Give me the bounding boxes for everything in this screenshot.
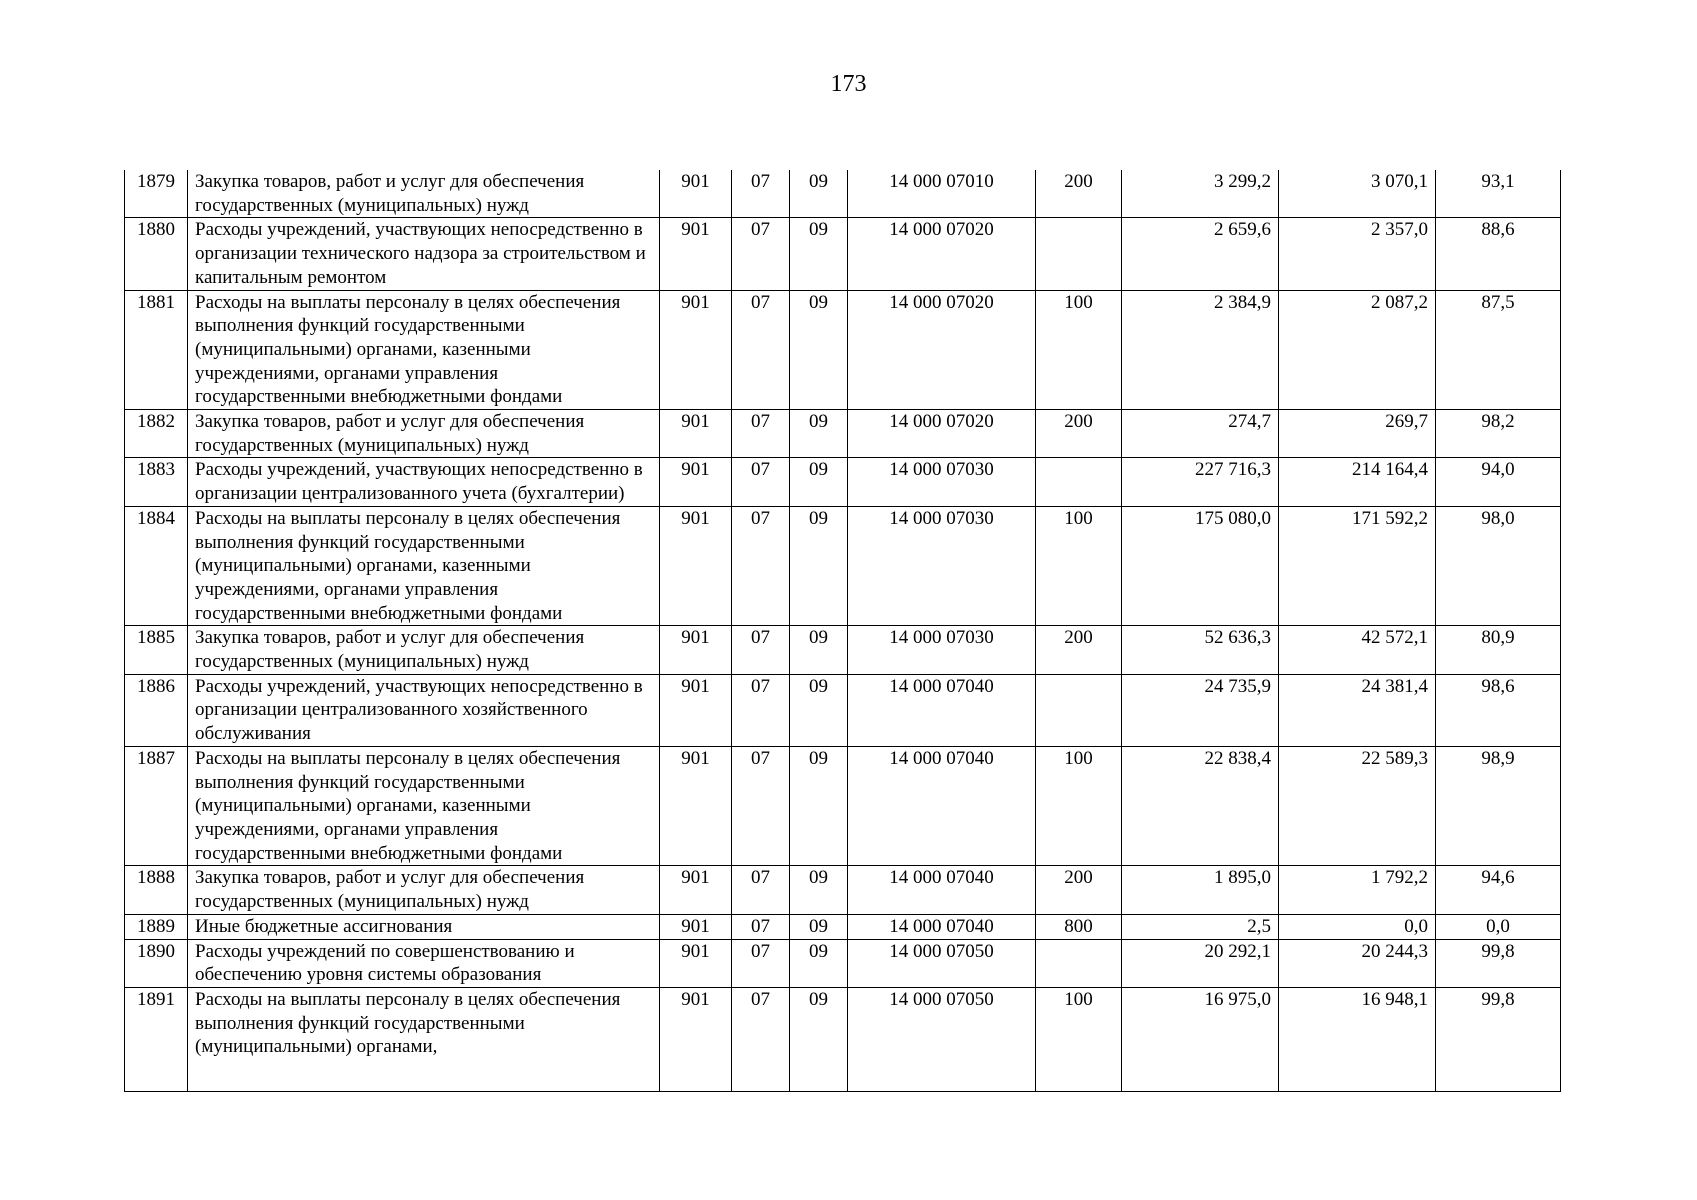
expense-type-code: 800 [1036,914,1122,939]
subsection-code: 09 [790,170,848,218]
department-code: 901 [660,170,732,218]
department-code: 901 [660,674,732,746]
subsection-code: 09 [790,866,848,914]
table-row [125,170,1561,218]
table-row [125,410,1561,458]
planned-amount: 2 659,6 [1122,218,1279,290]
row-number: 1888 [125,866,188,914]
expense-description: Закупка товаров, работ и услуг для обеспечения государственных (муниципальных) нужд [188,626,660,674]
actual-amount: 214 164,4 [1279,458,1436,506]
actual-amount: 1 792,2 [1279,866,1436,914]
subsection-code: 09 [790,674,848,746]
department-code: 901 [660,939,732,987]
expense-description: Закупка товаров, работ и услуг для обеспечения государственных (муниципальных) нужд [188,866,660,914]
execution-percent: 98,6 [1436,674,1561,746]
expense-description: Расходы учреждений, участвующих непосредственно в организации централизованного учета (бухгалтерии) [188,458,660,506]
target-article-code: 14 000 07050 [848,987,1036,1091]
actual-amount: 24 381,4 [1279,674,1436,746]
table-row [125,290,1561,410]
department-code: 901 [660,866,732,914]
section-code: 07 [732,410,790,458]
subsection-code: 09 [790,987,848,1091]
section-code: 07 [732,290,790,410]
expense-type-code [1036,674,1122,746]
expense-type-code: 100 [1036,290,1122,410]
section-code: 07 [732,458,790,506]
section-code: 07 [732,914,790,939]
planned-amount: 2,5 [1122,914,1279,939]
execution-percent: 98,0 [1436,506,1561,626]
actual-amount: 0,0 [1279,914,1436,939]
subsection-code: 09 [790,290,848,410]
expense-type-code [1036,458,1122,506]
planned-amount: 24 735,9 [1122,674,1279,746]
row-number: 1891 [125,987,188,1091]
table-row [125,218,1561,290]
row-number: 1887 [125,746,188,866]
expense-description: Расходы учреждений, участвующих непосредственно в организации технического надзора за строительством и капитальным ремонтом [188,218,660,290]
table-row [125,674,1561,746]
actual-amount: 16 948,1 [1279,987,1436,1091]
subsection-code: 09 [790,458,848,506]
execution-percent: 0,0 [1436,914,1561,939]
actual-amount: 42 572,1 [1279,626,1436,674]
table-row [125,746,1561,866]
section-code: 07 [732,746,790,866]
target-article-code: 14 000 07040 [848,674,1036,746]
row-number: 1890 [125,939,188,987]
planned-amount: 16 975,0 [1122,987,1279,1091]
actual-amount: 20 244,3 [1279,939,1436,987]
section-code: 07 [732,170,790,218]
table-row [125,914,1561,939]
expense-type-code: 100 [1036,987,1122,1091]
subsection-code: 09 [790,410,848,458]
subsection-code: 09 [790,506,848,626]
expense-type-code: 200 [1036,410,1122,458]
target-article-code: 14 000 07020 [848,410,1036,458]
subsection-code: 09 [790,746,848,866]
target-article-code: 14 000 07050 [848,939,1036,987]
expense-type-code: 200 [1036,170,1122,218]
execution-percent: 94,6 [1436,866,1561,914]
expense-description: Расходы на выплаты персоналу в целях обеспечения выполнения функций государственными (муниципальными) органами, казенными учреждениями, органами управления государственными внебюджетными фондами [188,290,660,410]
section-code: 07 [732,506,790,626]
row-number: 1889 [125,914,188,939]
expense-description: Расходы учреждений, участвующих непосредственно в организации централизованного хозяйственного обслуживания [188,674,660,746]
department-code: 901 [660,987,732,1091]
actual-amount: 2 357,0 [1279,218,1436,290]
execution-percent: 80,9 [1436,626,1561,674]
expense-description: Закупка товаров, работ и услуг для обеспечения государственных (муниципальных) нужд [188,410,660,458]
target-article-code: 14 000 07020 [848,290,1036,410]
target-article-code: 14 000 07040 [848,914,1036,939]
row-number: 1880 [125,218,188,290]
section-code: 07 [732,674,790,746]
expense-type-code [1036,939,1122,987]
execution-percent: 98,9 [1436,746,1561,866]
department-code: 901 [660,746,732,866]
planned-amount: 175 080,0 [1122,506,1279,626]
expense-description: Закупка товаров, работ и услуг для обеспечения государственных (муниципальных) нужд [188,170,660,218]
table-row [125,866,1561,914]
department-code: 901 [660,410,732,458]
department-code: 901 [660,506,732,626]
expense-description: Расходы на выплаты персоналу в целях обеспечения выполнения функций государственными (муниципальными) органами, [188,987,660,1091]
execution-percent: 87,5 [1436,290,1561,410]
budget-table [124,170,1561,1092]
expense-type-code: 200 [1036,866,1122,914]
actual-amount: 2 087,2 [1279,290,1436,410]
expense-type-code: 100 [1036,746,1122,866]
expense-description: Иные бюджетные ассигнования [188,914,660,939]
expense-type-code: 200 [1036,626,1122,674]
table-row [125,987,1561,1091]
expense-type-code: 100 [1036,506,1122,626]
department-code: 901 [660,290,732,410]
table-row [125,939,1561,987]
row-number: 1879 [125,170,188,218]
expense-description: Расходы на выплаты персоналу в целях обеспечения выполнения функций государственными (муниципальными) органами, казенными учреждениями, органами управления государственными внебюджетными фондами [188,506,660,626]
subsection-code: 09 [790,626,848,674]
actual-amount: 3 070,1 [1279,170,1436,218]
execution-percent: 93,1 [1436,170,1561,218]
planned-amount: 3 299,2 [1122,170,1279,218]
table-row [125,626,1561,674]
row-number: 1886 [125,674,188,746]
planned-amount: 227 716,3 [1122,458,1279,506]
actual-amount: 171 592,2 [1279,506,1436,626]
execution-percent: 88,6 [1436,218,1561,290]
actual-amount: 269,7 [1279,410,1436,458]
page-number: 173 [830,71,867,97]
section-code: 07 [732,866,790,914]
target-article-code: 14 000 07040 [848,746,1036,866]
row-number: 1882 [125,410,188,458]
target-article-code: 14 000 07040 [848,866,1036,914]
planned-amount: 1 895,0 [1122,866,1279,914]
subsection-code: 09 [790,218,848,290]
department-code: 901 [660,218,732,290]
expense-type-code [1036,218,1122,290]
expense-description: Расходы на выплаты персоналу в целях обеспечения выполнения функций государственными (муниципальными) органами, казенными учреждениями, органами управления государственными внебюджетными фондами [188,746,660,866]
department-code: 901 [660,914,732,939]
planned-amount: 274,7 [1122,410,1279,458]
planned-amount: 2 384,9 [1122,290,1279,410]
row-number: 1881 [125,290,188,410]
department-code: 901 [660,626,732,674]
department-code: 901 [660,458,732,506]
actual-amount: 22 589,3 [1279,746,1436,866]
subsection-code: 09 [790,914,848,939]
target-article-code: 14 000 07030 [848,458,1036,506]
target-article-code: 14 000 07020 [848,218,1036,290]
row-number: 1883 [125,458,188,506]
target-article-code: 14 000 07010 [848,170,1036,218]
execution-percent: 94,0 [1436,458,1561,506]
execution-percent: 98,2 [1436,410,1561,458]
row-number: 1884 [125,506,188,626]
expense-description: Расходы учреждений по совершенствованию и обеспечению уровня системы образования [188,939,660,987]
planned-amount: 52 636,3 [1122,626,1279,674]
section-code: 07 [732,987,790,1091]
target-article-code: 14 000 07030 [848,626,1036,674]
section-code: 07 [732,939,790,987]
table-row [125,458,1561,506]
section-code: 07 [732,218,790,290]
execution-percent: 99,8 [1436,939,1561,987]
section-code: 07 [732,626,790,674]
planned-amount: 20 292,1 [1122,939,1279,987]
subsection-code: 09 [790,939,848,987]
row-number: 1885 [125,626,188,674]
planned-amount: 22 838,4 [1122,746,1279,866]
target-article-code: 14 000 07030 [848,506,1036,626]
execution-percent: 99,8 [1436,987,1561,1091]
table-row [125,506,1561,626]
